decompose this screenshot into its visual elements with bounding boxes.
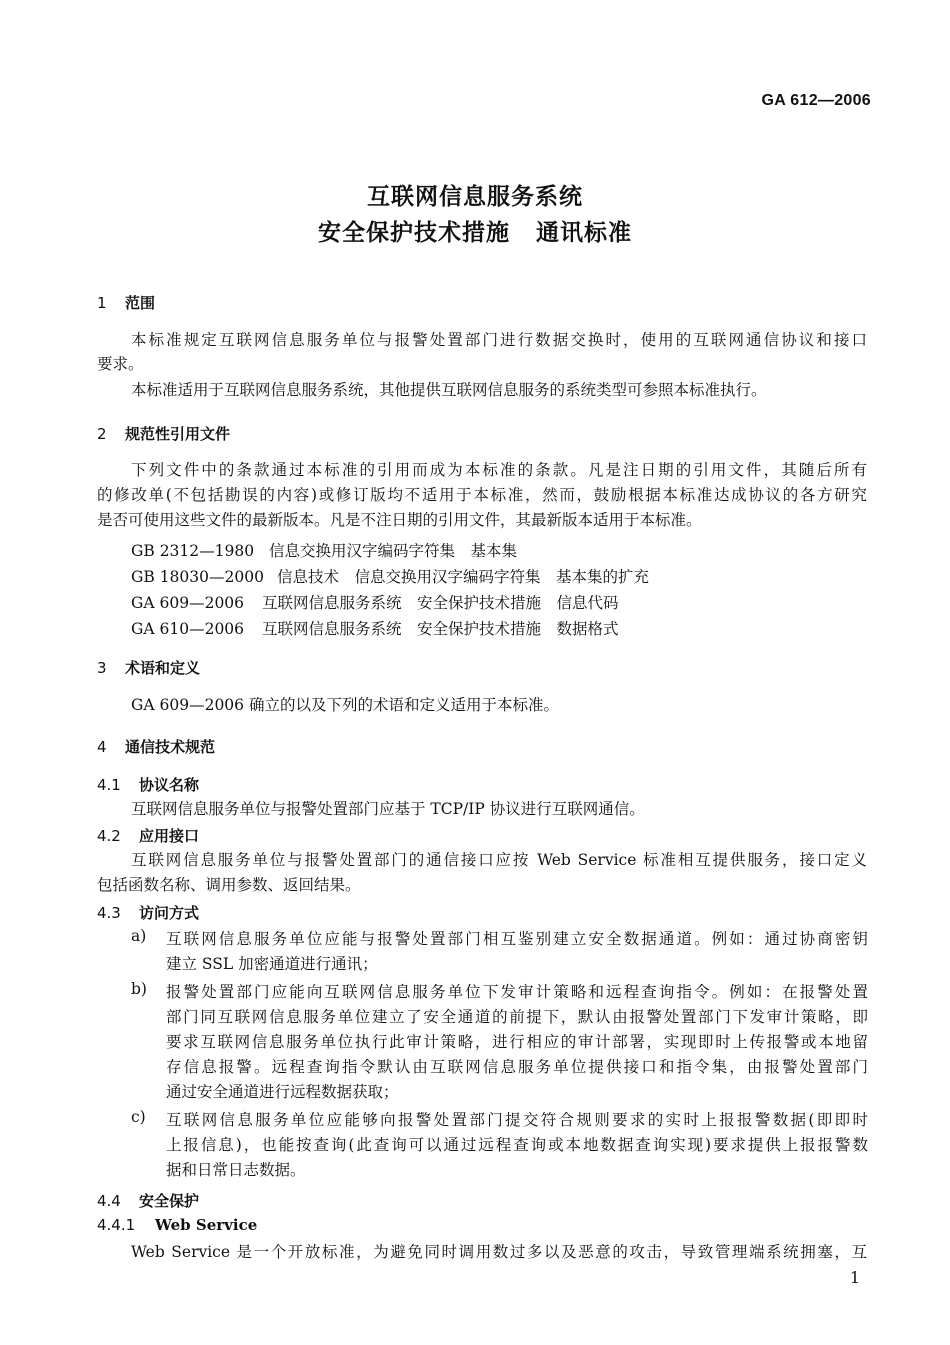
reference-item — [131, 617, 619, 639]
document-title-line1: 互联网信息服务系统 — [367, 184, 583, 210]
section-4-1 — [97, 774, 199, 795]
paragraph-line: 下列文件中的条款通过本标准的引用而成为本标准的条款。凡是注日期的引用文件，其随后所有 — [131, 461, 867, 479]
list-item-line: 部门同互联网信息服务单位建立了安全通道的前提下，默认由报警处置部门下发审计策略，即 — [166, 1008, 868, 1026]
list-marker: a) — [131, 927, 147, 945]
list-item-line: 建立 SSL 加密通道进行通讯； — [166, 955, 378, 973]
reference-code: GA 610—2006 — [131, 620, 245, 638]
standard-code: GA 612—2006 — [761, 92, 871, 109]
section-number: 4.4 — [97, 1192, 121, 1210]
paragraph-line: 是否可使用这些文件的最新版本。凡是不注日期的引用文件，其最新版本适用于本标准。 — [97, 511, 702, 529]
section-4-4-1 — [97, 1216, 257, 1234]
title-part-b: 通讯标准 — [536, 220, 632, 246]
section-4 — [97, 736, 215, 757]
list-item-line: 上报信息)，也能按查询(此查询可以通过远程查询或本地数据查询实现)要求提供上报报警数 — [166, 1136, 868, 1154]
section-title: 协议名称 — [139, 776, 200, 794]
paragraph-line: Web Service 是一个开放标准，为避免同时调用数过多以及恶意的攻击，导致管理端系统拥塞，互 — [131, 1243, 867, 1261]
section-title: 安全保护 — [139, 1192, 200, 1210]
document-title-line2 — [0, 214, 950, 247]
section-2 — [97, 423, 230, 444]
section-number: 4.4.1 — [97, 1216, 136, 1234]
section-number: 4.2 — [97, 827, 121, 845]
paragraph-line: 要求。 — [97, 355, 144, 373]
section-title: 术语和定义 — [125, 659, 201, 677]
paragraph-line: 互联网信息服务单位与报警处置部门的通信接口应按 Web Service 标准相互提供服务，接口定义 — [131, 851, 867, 869]
section-title: 范围 — [125, 294, 156, 312]
section-3 — [97, 657, 200, 678]
list-item-line: 互联网信息服务单位应能与报警处置部门相互鉴别建立安全数据通道。例如：通过协商密钥 — [166, 930, 868, 948]
section-number: 1 — [97, 294, 107, 312]
list-item-line: 通过安全通道进行远程数据获取； — [166, 1083, 399, 1101]
list-item-line: 存信息报警。远程查询指令默认由互联网信息服务单位提供接口和指令集，由报警处置部门 — [166, 1058, 868, 1076]
paragraph-line: 本标准规定互联网信息服务单位与报警处置部门进行数据交换时，使用的互联网通信协议和接口 — [131, 331, 867, 349]
reference-item — [131, 591, 619, 613]
section-number: 3 — [97, 659, 107, 677]
section-4-2 — [97, 825, 199, 846]
list-item-line: 据和日常日志数据。 — [166, 1161, 306, 1179]
section-title: 应用接口 — [139, 827, 200, 845]
list-item-line: 报警处置部门应能向互联网信息服务单位下发审计策略和远程查询指令。例如：在报警处置 — [166, 983, 868, 1001]
reference-title: 互联网信息服务系统 安全保护技术措施 数据格式 — [262, 620, 619, 638]
section-4-3 — [97, 902, 199, 923]
section-title: 通信技术规范 — [125, 738, 216, 756]
section-4-4 — [97, 1190, 199, 1211]
section-title: 访问方式 — [139, 904, 200, 922]
section-title: 规范性引用文件 — [125, 425, 231, 443]
reference-item — [131, 539, 517, 561]
reference-code: GA 609—2006 — [131, 594, 245, 612]
paragraph-line: 的修改单(不包括勘误的内容)或修订版均不适用于本标准，然而，鼓励根据本标准达成协议的各方研究 — [97, 486, 867, 504]
reference-title: 信息交换用汉字编码字符集 基本集 — [269, 542, 518, 560]
paragraph-line: GA 609—2006 确立的以及下列的术语和定义适用于本标准。 — [131, 696, 559, 714]
reference-title: 信息技术 信息交换用汉字编码字符集 基本集的扩充 — [277, 568, 650, 586]
paragraph-line: 包括函数名称、调用参数、返回结果。 — [97, 876, 361, 894]
paragraph-line: 互联网信息服务单位与报警处置部门应基于 TCP/IP 协议进行互联网通信。 — [131, 800, 645, 818]
list-marker: b) — [131, 980, 147, 998]
section-number: 4 — [97, 738, 107, 756]
list-marker: c) — [131, 1108, 146, 1126]
list-item-line: 要求互联网信息服务单位执行此审计策略，进行相应的审计部署，实现即时上传报警或本地留 — [166, 1033, 868, 1051]
reference-code: GB 18030—2000 — [131, 568, 264, 586]
section-title: Web Service — [155, 1216, 258, 1234]
page-number: 1 — [849, 1268, 860, 1287]
reference-title: 互联网信息服务系统 安全保护技术措施 信息代码 — [262, 594, 619, 612]
reference-item — [131, 565, 649, 587]
title-part-a: 安全保护技术措施 — [318, 220, 510, 246]
section-number: 4.3 — [97, 904, 121, 922]
section-number: 4.1 — [97, 776, 121, 794]
reference-code: GB 2312—1980 — [131, 542, 255, 560]
paragraph-line: 本标准适用于互联网信息服务系统，其他提供互联网信息服务的系统类型可参照本标准执行。 — [131, 381, 767, 399]
section-1 — [97, 292, 155, 313]
list-item-line: 互联网信息服务单位应能够向报警处置部门提交符合规则要求的实时上报报警数据(即即时 — [166, 1111, 868, 1129]
section-number: 2 — [97, 425, 107, 443]
